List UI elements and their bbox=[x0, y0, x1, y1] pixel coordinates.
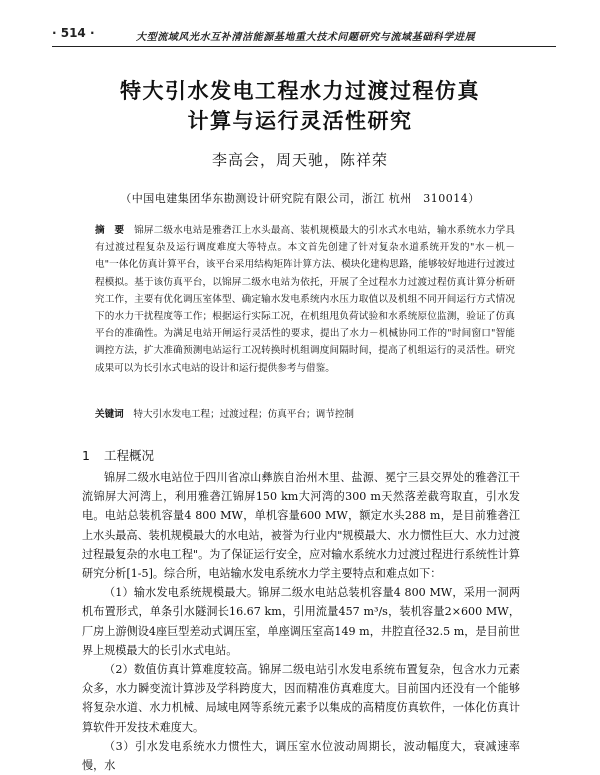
keywords bbox=[95, 406, 515, 423]
title-line-2: 计算与运行灵活性研究 bbox=[187, 109, 413, 133]
journal-title: 大型流域风光水互补清洁能源基地重大技术问题研究与流域基础科学进展 bbox=[136, 32, 476, 43]
affiliation: （中国电建集团华东勘测设计研究院有限公司，浙江 杭州 310014） bbox=[120, 192, 480, 205]
title-line-1: 特大引水发电工程水力过渡过程仿真 bbox=[120, 79, 480, 103]
body-paragraph: 锦屏二级水电站位于四川省凉山彝族自治州木里、盐源、冕宁三县交界处的雅砻江干流锦屏大河湾上，利用雅砻江锦屏150 km大河湾的300 m天然落差截弯取直，引水发电。电站总装机容量4 800 MW，单机容量600 MW，额定水头288 m，是目前雅砻江上水头最高、装机规模最大的水电站，被誉为行业内"规模最大、水力惯性巨大、水力过渡过程最复杂的水电工程"。为了保证运行安全，应对输水系统水力过渡过程进行系统性计算研究分析[1-5]。综合所，电站输水发电系统水力学主要特点和难点如下： bbox=[82, 471, 520, 581]
keywords-label: 关键词 bbox=[95, 409, 124, 420]
abstract bbox=[95, 222, 515, 377]
authors: 李高会，周天驰，陈祥荣 bbox=[211, 151, 388, 169]
section-heading bbox=[82, 446, 154, 464]
section-title: 工程概况 bbox=[103, 448, 154, 463]
body-paragraph: （2）数值仿真计算难度较高。锦屏二级电站引水发电系统布置复杂，包含水力元素众多，水力瞬变流计算涉及学科跨度大，因而精准仿真难度大。目前国内还没有一个能够将复杂水道、水力机械、局域电网等系统元素予以集成的高精度仿真软件，一体化仿真计算软件开发技术难度大。 bbox=[82, 663, 520, 734]
keywords-text: 特大引水发电工程；过渡过程；仿真平台；调节控制 bbox=[133, 409, 355, 420]
running-head bbox=[52, 24, 556, 47]
abstract-label: 摘 要 bbox=[95, 225, 125, 236]
section-number: 1 bbox=[82, 448, 90, 463]
body-paragraph: （1）输水发电系统规模最大。锦屏二级水电站总装机容量4 800 MW，采用一洞两机布置形式，单条引水隧洞长16.67 km，引用流量457 m³/s，装机容量2×600 MW，厂房上游侧设4座巨型差动式调压室，单座调压室高149 m，井腔直径32.5 m，是目前世界上规模最大的长引水式电站。 bbox=[82, 586, 520, 657]
page-number: · 514 · bbox=[52, 26, 95, 40]
body-text bbox=[82, 468, 520, 775]
paper-title bbox=[40, 76, 560, 136]
body-paragraph: （3）引水发电系统水力惯性大，调压室水位波动周期长，波动幅度大，衰减速率慢，水 bbox=[82, 739, 520, 773]
abstract-text: 锦屏二级水电站是雅砻江上水头最高、装机规模最大的引水式水电站，输水系统水力学具有过渡过程复杂及运行调度难度大等特点。本文首先创建了针对复杂水道系统开发的"水－机－电"一体化仿真计算平台，该平台采用结构矩阵计算方法、模块化建构思路，能够较好地进行过渡过程模拟。基于该仿真平台，以锦屏二级水电站为依托，开展了全过程水力过渡过程仿真计算分析研究工作，主要有优化调压室体型、确定输水发电系统内水压力取值以及机组不同开间运行方式情况下的水力干扰程度等工作；根据运行实际工况，在机组甩负荷试验和水系统原位监测，验证了仿真平台的准确性。为满足电站开闸运行灵活性的要求，提出了水力－机械协同工作的"时间窗口"智能调控方法，扩大准确预测电站运行工况转换时机组调度间隔时间，提高了机组运行的灵活性。研究成果可以为长引水式电站的设计和运行提供参考与借鉴。 bbox=[95, 225, 516, 374]
